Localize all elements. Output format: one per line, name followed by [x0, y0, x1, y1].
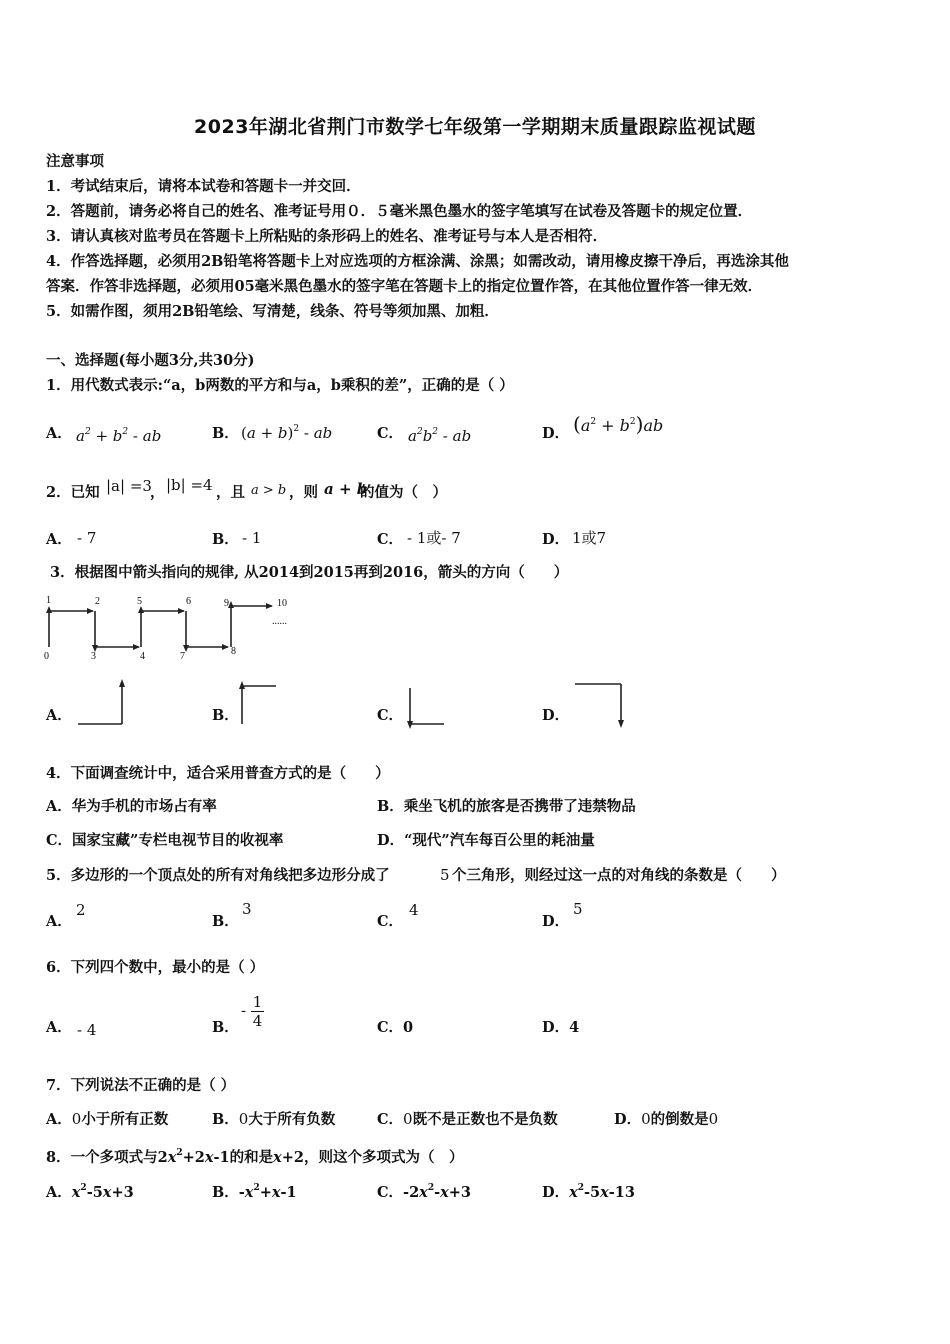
q3-option-b-label: B． [212, 707, 239, 724]
q3-option-d-figure [575, 684, 621, 722]
notes-heading: 注意事项 [46, 153, 104, 170]
q1-option-b-label: B． [212, 425, 239, 442]
note-item: 4．作答选择题，必须用2B铅笔将答题卡上对应选项的方框涂满、涂黑；如需改动，请用橡皮擦干净后，再选涂其他 [46, 253, 789, 270]
note-item: 2．答题前，请务必将自己的姓名、准考证号用０．５毫米黑色墨水的签字笔填写在试卷及答题卡的规定位置． [46, 203, 753, 220]
q8-option-d: D．$x^2-5x-13$ [542, 1183, 635, 1201]
q6-option-b-value [241, 993, 264, 1030]
question-1-stem: 1．用代数式表示:“a，b两数的平方和与a，b乘积的差”，正确的是（ ） [46, 377, 514, 394]
q4-option-a: A．华为手机的市场占有率 [46, 798, 217, 815]
option-label: B． [212, 1184, 239, 1201]
q5-stem-pre: 5．多边形的一个顶点处的所有对角线把多边形分成了 [46, 867, 390, 884]
q2-stem-pre: 2．已知 [46, 484, 100, 501]
option-label: C． [377, 1184, 404, 1201]
q1-option-a-expr: $a^2 + b^2$ - ab [76, 427, 162, 445]
q1-option-b-expr: $(a + b)^2$ - ab [241, 424, 333, 442]
q8-stem-mid: 的和是 [229, 1149, 274, 1166]
q3-option-d-label: D． [542, 707, 570, 724]
option-text: 既不是正数也不是负数 [412, 1111, 558, 1128]
figure-label: 4 [140, 651, 145, 662]
question-7-stem: 7．下列说法不正确的是（ ） [46, 1077, 236, 1094]
q5-option-c-label: C． [377, 913, 404, 930]
q5-option-d-value: 5 [573, 900, 583, 918]
q4-option-b: B．乘坐飞机的旅客是否携带了违禁物品 [377, 798, 636, 815]
note-item: 5．如需作图，须用2B铅笔绘、写清楚，线条、符号等须加黑、加粗． [46, 303, 499, 320]
q7-option-b [212, 1109, 335, 1130]
q5-option-d-label: D． [542, 913, 570, 930]
q5-option-c-value: 4 [409, 901, 419, 919]
figure-dots: ...... [272, 616, 287, 627]
q8-option-c: C．$-2x^2-x+3$ [377, 1183, 472, 1201]
q8-option-a: A．$x^2-5x+3$ [46, 1183, 134, 1201]
note-item: 3．请认真核对监考员在答题卡上所粘贴的条形码上的姓名、准考证号与本人是否相符． [46, 228, 608, 245]
q6-option-a-label: A． [46, 1019, 72, 1036]
q2-option-c-value: - 1或- 7 [407, 529, 461, 547]
q8-stem-pre: 8．一个多项式与 [46, 1149, 158, 1166]
q5-stem-post: 个三角形，则经过这一点的对角线的条数是（ ） [452, 867, 786, 884]
figure-label: 0 [44, 651, 49, 662]
figure-label: 5 [137, 596, 142, 607]
q8-stem-post: ，则这个多项式为（ ） [304, 1149, 464, 1166]
question-8-stem [46, 1143, 464, 1168]
question-3-stem: 3．根据图中箭头指向的规律, 从2014到2015再到2016，箭头的方向（ ） [50, 564, 569, 581]
q8-expr-2: x+2 [273, 1149, 305, 1166]
figure-label: 1 [46, 595, 51, 606]
q5-stem-number: 5 [440, 866, 450, 884]
q1-option-a-label: A． [46, 425, 72, 442]
q2-sum: a + b [324, 480, 368, 498]
q5-option-b-label: B． [212, 913, 239, 930]
question-4-stem: 4．下面调查统计中，适合采用普查方式的是（ ） [46, 765, 390, 782]
q1-option-c-label: C． [377, 425, 404, 442]
q2-option-d-label: D． [542, 531, 570, 548]
option-label: A． [46, 1184, 72, 1201]
q4-option-c: C．国家宝藏”专栏电视节目的收视率 [46, 832, 284, 849]
q5-option-b-value: 3 [242, 900, 252, 918]
zero-symbol: 0 [71, 1110, 82, 1128]
q2-abs-a: |a| =3 [106, 477, 152, 495]
figure-label: 6 [186, 596, 191, 607]
q7-option-d [614, 1109, 718, 1130]
q2-abs-b: |b| =4 [166, 476, 213, 494]
q8-expr-1: $2x^2+2x-1$ [157, 1148, 230, 1166]
figure-label: 3 [91, 651, 96, 662]
q2-condition: a > b [251, 483, 287, 498]
question-6-stem: 6．下列四个数中，最小的是（ ） [46, 959, 265, 976]
section-heading: 一、选择题(每小题3分,共30分) [46, 352, 255, 369]
q7-option-c [377, 1109, 558, 1130]
q1-option-d-label: D． [542, 425, 570, 442]
q2-tail: 的值为（ ） [360, 484, 447, 501]
q2-and: ，且 [216, 484, 245, 501]
q6-option-c: C．0 [377, 1019, 414, 1036]
option-label: D． [542, 1184, 570, 1201]
q6-option-d: D．4 [542, 1019, 580, 1036]
q3-option-a-figure [78, 685, 122, 724]
q3-option-c-figure [410, 688, 444, 724]
q7-option-a [46, 1109, 168, 1130]
option-label: C． [377, 1111, 404, 1128]
option-label: D． [614, 1111, 642, 1128]
q2-option-d-value: 1或7 [572, 529, 607, 547]
q2-option-a-label: A． [46, 531, 72, 548]
page-title: 2023年湖北省荆门市数学七年级第一学期期末质量跟踪监视试题 [194, 116, 756, 138]
q3-option-a-label: A． [46, 707, 72, 724]
q6-option-a-value: - 4 [77, 1021, 97, 1039]
q5-option-a-label: A． [46, 913, 72, 930]
q6-option-b-label: B． [212, 1019, 239, 1036]
q6-option-b-fraction [251, 993, 265, 1030]
fraction-denominator: 4 [252, 1012, 263, 1030]
q2-comma: ， [150, 484, 165, 501]
figure-label: 2 [95, 596, 100, 607]
option-text: 的倒数是 [650, 1111, 709, 1128]
figure-label: 9 [224, 598, 229, 609]
q3-option-c-label: C． [377, 707, 404, 724]
q2-option-c-label: C． [377, 531, 404, 548]
option-text: 大于所有负数 [248, 1111, 336, 1128]
q2-option-b-label: B． [212, 531, 239, 548]
zero-symbol: 0 [238, 1110, 249, 1128]
figure-label: 8 [231, 646, 236, 657]
option-label: A． [46, 1111, 72, 1128]
q2-option-a-value: - 7 [77, 529, 97, 547]
option-label: B． [212, 1111, 239, 1128]
q2-option-b-value: - 1 [242, 529, 262, 547]
zero-symbol: 0 [641, 1110, 651, 1128]
q4-option-d: D．“现代”汽车每百公里的耗油量 [377, 832, 595, 849]
q8-option-b: B．$-x^2+x-1$ [212, 1183, 297, 1201]
q3-option-b-figure [242, 686, 276, 724]
option-text: 小于所有正数 [81, 1111, 169, 1128]
figure-label: 7 [180, 651, 185, 662]
q6-option-b-sign: - [241, 1001, 247, 1020]
zero-symbol: 0 [403, 1110, 413, 1128]
q5-option-a-value: 2 [76, 901, 86, 919]
fraction-numerator: 1 [252, 993, 263, 1011]
note-item: 1．考试结束后，请将本试卷和答题卡一并交回． [46, 178, 361, 195]
zero-symbol: 0 [708, 1110, 719, 1128]
q1-option-c-expr: $a^2b^2$ - ab [408, 427, 472, 445]
q1-option-d-expr: $(a^2 + b^2)ab$ [573, 412, 664, 436]
figure-label: 10 [277, 598, 287, 609]
q2-then: ，则 [289, 484, 318, 501]
note-item: 答案．作答非选择题，必须用05毫米黑色墨水的签字笔在答题卡上的指定位置作答，在其他位置作答一律无效． [46, 278, 763, 295]
